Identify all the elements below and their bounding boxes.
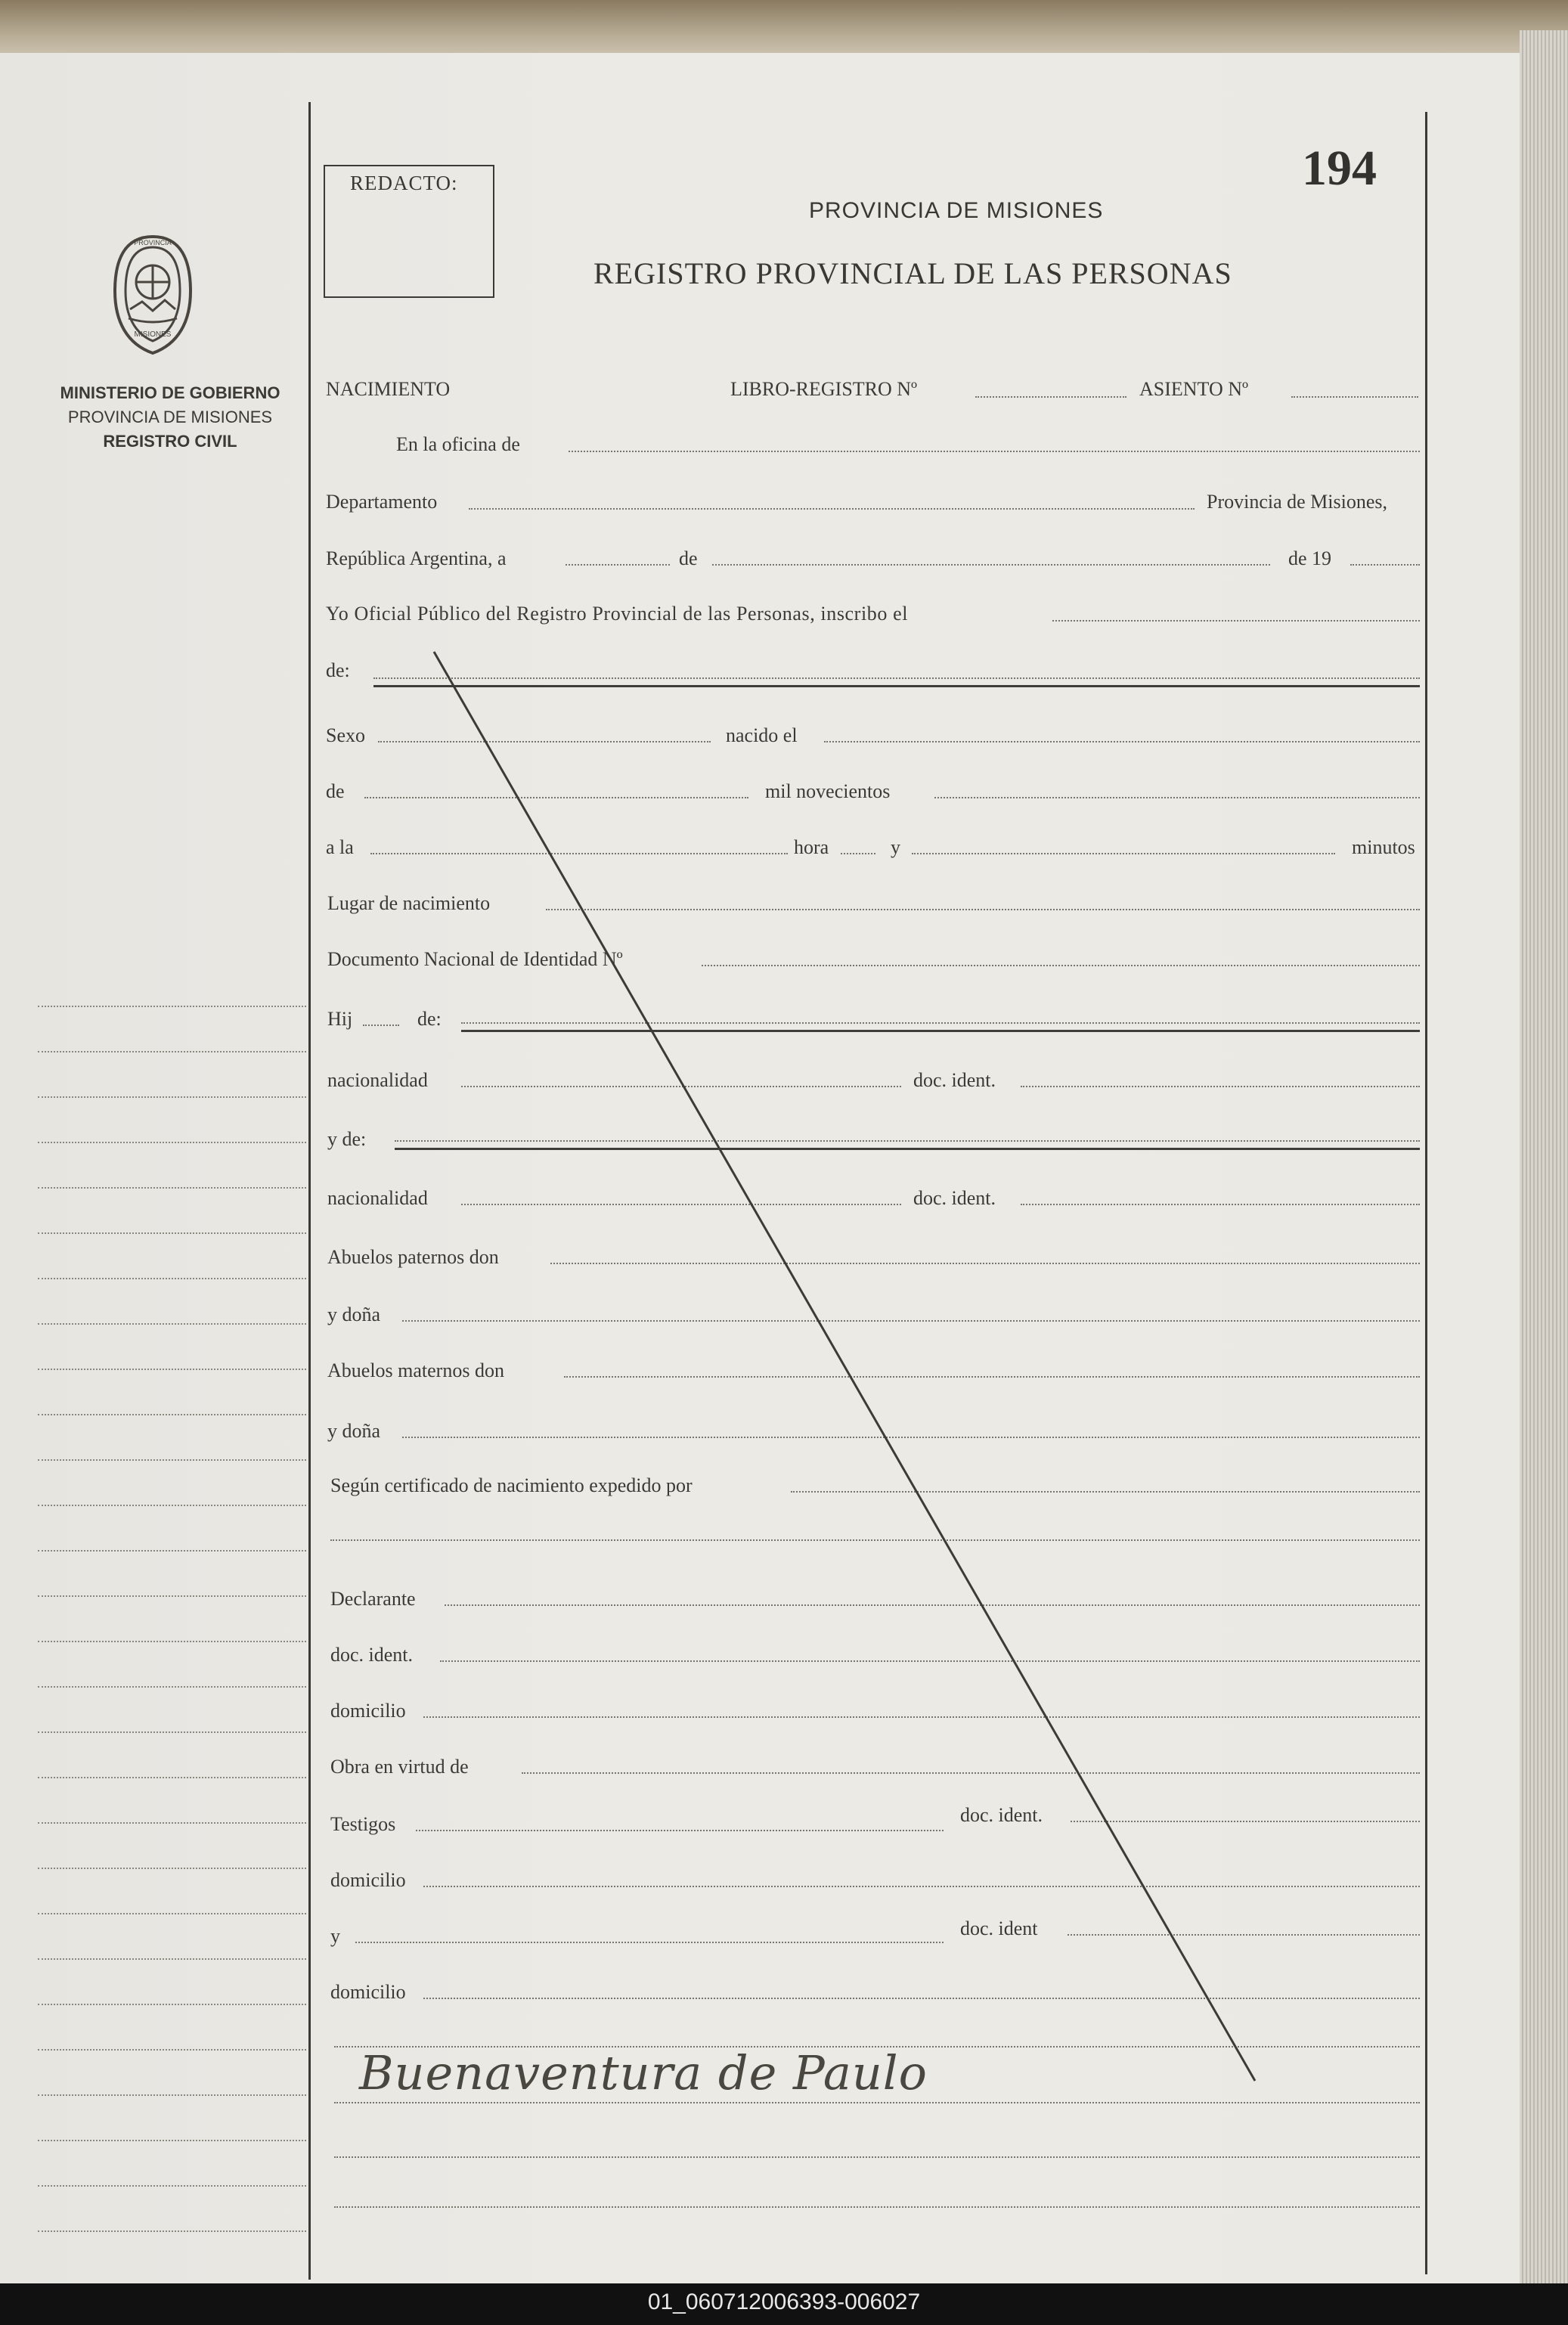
doc-ident-1-label: doc. ident. (913, 1069, 996, 1091)
libro-registro-label: LIBRO-REGISTRO Nº (730, 378, 918, 400)
seal-text-top: PROVINCIA (134, 239, 172, 246)
y-de-label: y de: (327, 1128, 367, 1150)
y-dona-2-label: y doña (327, 1420, 381, 1442)
hora-label: hora (794, 836, 829, 858)
minutos-label: minutos (1352, 836, 1415, 858)
obra-en-virtud-label: Obra en virtud de (330, 1756, 469, 1778)
mil-novecientos-label: mil novecientos (765, 780, 891, 802)
domicilio-1-label: domicilio (330, 1700, 406, 1722)
departamento-label: Departamento (326, 491, 438, 513)
doc-ident-4-label: doc. ident. (960, 1804, 1043, 1826)
asiento-label: ASIENTO Nº (1139, 378, 1249, 400)
de-month-label: de (326, 780, 345, 802)
ministry-line-3: REGISTRO CIVIL (103, 432, 237, 451)
republica-label: República Argentina, a (326, 547, 507, 569)
yo-oficial-label: Yo Oficial Público del Registro Provincial de las Personas, inscribo el (326, 603, 909, 625)
ministry-line-1: MINISTERIO DE GOBIERNO (60, 383, 280, 402)
y-hora-label: y (891, 836, 900, 858)
ministry-line-2: PROVINCIA DE MISIONES (67, 408, 273, 426)
nacimiento-label: NACIMIENTO (326, 378, 451, 400)
dni-label: Documento Nacional de Identidad Nº (327, 948, 623, 970)
footer-image-id: 01_060712006393-006027 (647, 2289, 921, 2314)
de-19-label: de 19 (1288, 547, 1332, 569)
domicilio-2-label: domicilio (330, 1869, 406, 1891)
de-name-label: de: (326, 659, 350, 681)
seal-text-bottom: MISIONES (134, 330, 172, 339)
domicilio-3-label: domicilio (330, 1981, 406, 2003)
de-label: de (679, 547, 698, 569)
handwritten-note: Buenaventura de Paulo (359, 2045, 928, 2100)
abuelos-paternos-label: Abuelos paternos don (327, 1246, 499, 1268)
declarante-label: Declarante (330, 1588, 416, 1610)
nacionalidad-1-label: nacionalidad (327, 1069, 428, 1091)
nacionalidad-2-label: nacionalidad (327, 1187, 428, 1209)
oficina-label: En la oficina de (396, 433, 520, 455)
doc-ident-2-label: doc. ident. (913, 1187, 996, 1209)
redacto-label: REDACTO: (350, 172, 458, 194)
hij-label: Hij (327, 1008, 353, 1030)
sexo-label: Sexo (326, 724, 365, 746)
lugar-nacimiento-label: Lugar de nacimiento (327, 892, 491, 914)
y-testigo-label: y (330, 1925, 340, 1947)
doc-ident-5-label: doc. ident (960, 1917, 1038, 1939)
hij-de-label: de: (417, 1008, 442, 1030)
nacido-el-label: nacido el (726, 724, 798, 746)
doc-ident-3-label: doc. ident. (330, 1644, 414, 1666)
segun-certificado-label: Según certificado de nacimiento expedido por (330, 1474, 693, 1496)
registry-title: REGISTRO PROVINCIAL DE LAS PERSONAS (593, 256, 1232, 290)
provincia-misiones-label: Provincia de Misiones, (1207, 491, 1388, 513)
a-la-label: a la (326, 836, 354, 858)
page-number: 194 (1302, 141, 1377, 196)
testigos-label: Testigos (330, 1813, 396, 1835)
province-title: PROVINCIA DE MISIONES (809, 198, 1104, 223)
y-dona-1-label: y doña (327, 1304, 381, 1325)
abuelos-maternos-label: Abuelos maternos don (327, 1359, 504, 1381)
